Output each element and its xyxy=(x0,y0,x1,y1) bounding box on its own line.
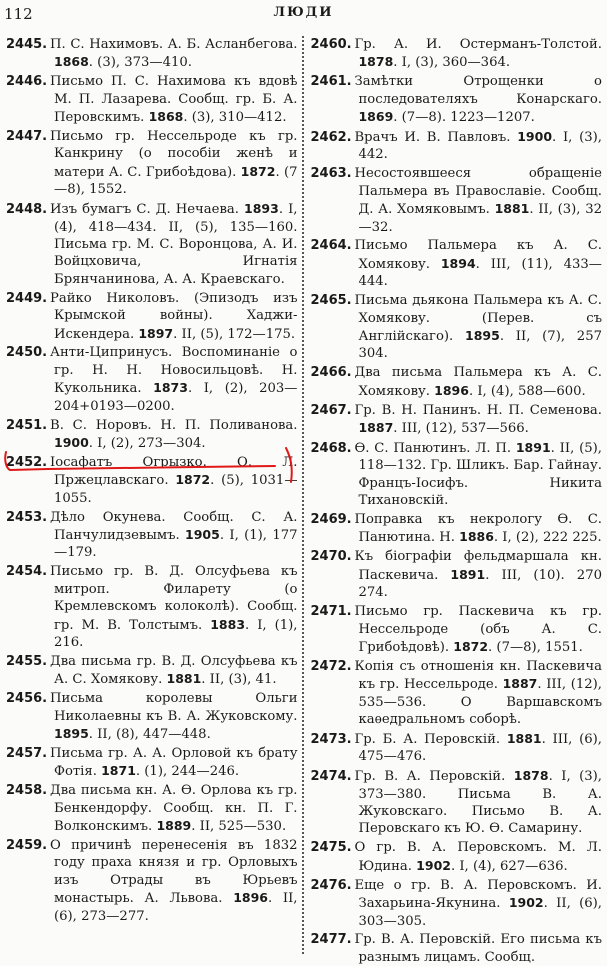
index-entry xyxy=(6,200,298,288)
entry-number: 2462. xyxy=(310,130,352,146)
entry-text: . I, (3), 373—380. Письма В. А. Жуковскаго. Письмо В. А. Перовскаго къ Ю. Ѳ. Самарину. xyxy=(358,769,602,837)
entry-text: Поправка къ некрологу Ѳ. С. Панютина. Н. xyxy=(354,512,602,546)
index-entry xyxy=(310,73,602,126)
entry-text: Письмо П. С. Нахимова къ вдовѣ М. П. Лазарева. Сообщ. гр. Б. А. Перовскимъ. xyxy=(50,74,298,126)
entry-text: . III, (12), 537—566. xyxy=(393,421,529,437)
index-entry xyxy=(310,658,602,729)
index-entry xyxy=(6,128,298,199)
index-entry xyxy=(6,36,298,72)
entry-text: О гр. В. А. Перовскомъ. М. Л. Юдина. xyxy=(354,840,602,874)
entry-text: Письма дьякона Пальмера къ А. С. Хомякову. (Перев. съ Англійскаго). xyxy=(354,293,602,344)
index-entry xyxy=(310,237,602,290)
entry-text: Гр. В. А. Перовскій. Его письма къ разнымъ лицамъ. Сообщ. xyxy=(354,932,602,965)
entry-year: 1871 xyxy=(101,763,136,779)
entry-text: Врачъ И. В. Павловъ. xyxy=(354,130,518,146)
index-entry xyxy=(310,36,602,72)
entry-year: 1905 xyxy=(185,526,220,542)
entry-number: 2459. xyxy=(6,837,48,853)
entry-text: О причинѣ перенесенія въ 1832 году праха князя и гр. Орловыхъ изъ Отрады въ Юрьевъ монастырь. А. Львова. xyxy=(50,837,298,907)
index-entry xyxy=(6,417,298,453)
entry-text: Два письма Пальмера къ А. С. Хомякову. xyxy=(354,365,602,399)
entry-year: 1902 xyxy=(508,895,544,911)
entry-text: Гр. А. И. Остерманъ-Толстой. xyxy=(354,37,602,52)
index-entry xyxy=(6,745,298,781)
entry-year: 1887 xyxy=(502,676,538,692)
index-entry xyxy=(310,128,602,164)
entry-number: 2457. xyxy=(6,745,48,761)
entry-year: 1881 xyxy=(506,730,542,746)
entry-number: 2446. xyxy=(6,74,48,90)
index-entry xyxy=(310,165,602,236)
entry-text: . II, 525—530. xyxy=(191,818,287,834)
entry-text: . I, (1), 216. xyxy=(54,617,298,650)
entry-year: 1896 xyxy=(233,890,268,906)
entry-text: . (1), 244—246. xyxy=(135,764,240,780)
entry-text: Гр. В. Н. Панинъ. Н. П. Семенова. xyxy=(354,402,602,418)
entry-text: В. С. Норовъ. Н. П. Поливанова. xyxy=(50,417,298,433)
entry-year: 1900 xyxy=(517,129,553,145)
entry-number: 2453. xyxy=(6,509,48,525)
entry-number: 2454. xyxy=(6,564,48,580)
entry-text: . I, (3), 442. xyxy=(358,130,602,163)
entry-text: . (7—8), 1551. xyxy=(488,639,583,655)
entry-text: Письма королевы Ольги Николаевны къ В. А. Жуковскому. xyxy=(50,691,298,724)
entry-text: . II, (6), 273—277. xyxy=(54,891,298,924)
entry-year: 1886 xyxy=(459,529,494,545)
entry-text: . I, (4), 588—600. xyxy=(468,383,586,399)
entry-year: 1872 xyxy=(240,163,276,179)
entry-text: . (3), 310—412. xyxy=(183,110,287,126)
entry-year: 1894 xyxy=(440,255,476,271)
entry-number: 2449. xyxy=(6,290,48,306)
index-entry xyxy=(6,782,298,835)
entry-year: 1881 xyxy=(166,671,202,687)
entry-text: Райко Николовъ. (Эпизодъ изъ Крымской войны). Хаджи-Искендера. xyxy=(50,290,298,342)
index-entry xyxy=(310,767,602,838)
index-entry xyxy=(6,563,298,651)
entry-year: 1873 xyxy=(153,380,188,396)
entry-text: Гр. Б. А. Перовскій. xyxy=(354,731,507,747)
entry-text: Ѳ. С. Панютинъ. Л. П. xyxy=(354,440,516,456)
entry-text: . III, (12), 535—536. О Варшавскомъ каѳедральномъ соборѣ. xyxy=(358,677,602,728)
entry-text: Изъ бумагъ С. Д. Нечаева. xyxy=(50,202,245,218)
entry-year: 1883 xyxy=(210,616,246,632)
entry-text: . I, (2), 222 225. xyxy=(493,530,602,546)
entry-text: . III, (11), 433—444. xyxy=(358,256,602,290)
entry-year: 1889 xyxy=(156,817,192,833)
entry-number: 2469. xyxy=(310,512,352,528)
entry-text: Анти-Ципринусъ. Воспоминаніе о гр. Н. Н. Новосильцовѣ. Н. Кукольника. xyxy=(50,345,298,397)
entry-year: 1891 xyxy=(515,439,551,455)
index-columns xyxy=(6,36,602,965)
entry-number: 2468. xyxy=(310,440,352,456)
entry-number: 2451. xyxy=(6,417,48,433)
entry-number: 2474. xyxy=(310,769,352,785)
entry-year: 1878 xyxy=(513,768,549,784)
entry-number: 2448. xyxy=(6,202,48,218)
entry-number: 2463. xyxy=(310,166,352,182)
entry-number: 2470. xyxy=(310,549,352,565)
entry-number: 2475. xyxy=(310,840,352,856)
entry-number: 2452. xyxy=(6,454,48,470)
entry-text: . II, (8), 447—448. xyxy=(88,726,211,742)
index-entry xyxy=(6,344,298,415)
entry-year: 1868 xyxy=(148,109,184,125)
entry-text: . I, (4), 418—434. II, (5), 135—160. Письма гр. М. С. Воронцова, А. И. Войцховича, Игнатія Брянчанинова, А. А. Краевскаго. xyxy=(54,202,298,287)
entry-number: 2467. xyxy=(310,402,352,418)
entry-number: 2455. xyxy=(6,653,48,669)
entry-year: 1872 xyxy=(175,472,211,488)
entry-text: Письма гр. А. А. Орловой къ брату Фотія. xyxy=(50,745,298,780)
index-entry xyxy=(310,364,602,400)
entry-text: . III, (10). 270 274. xyxy=(358,567,602,601)
entry-number: 2447. xyxy=(6,129,48,145)
entry-text: Письмо гр. Паскевича къ гр. Нессельроде (объ А. С. Грибоѣдовѣ). xyxy=(354,604,602,655)
index-entry xyxy=(310,603,602,656)
entry-text: . (5), 1031—1055. xyxy=(54,473,298,506)
entry-text: . III, (6), 475—476. xyxy=(358,731,602,765)
entry-year: 1878 xyxy=(358,54,394,70)
page-number: 112 xyxy=(4,5,33,23)
entry-text: П. С. Нахимовъ. А. Б. Асланбегова. xyxy=(50,37,298,52)
entry-number: 2472. xyxy=(310,658,352,674)
entry-text: . (3), 373—410. xyxy=(88,55,192,71)
page-header xyxy=(4,3,603,27)
entry-text: Два письма гр. В. Д. Олсуфьева къ А. С. Хомякову. xyxy=(50,653,298,688)
running-title: ЛЮДИ xyxy=(273,5,334,20)
entry-number: 2464. xyxy=(310,238,352,254)
entry-number: 2466. xyxy=(310,365,352,381)
index-entry xyxy=(6,509,298,562)
entry-text: Письмо Пальмера къ А. С. Хомякову. xyxy=(354,238,602,272)
index-entry xyxy=(310,931,602,966)
entry-number: 2461. xyxy=(310,74,352,90)
entry-number: 2477. xyxy=(310,932,352,948)
entry-text: Гр. В. А. Перовскій. xyxy=(354,769,514,785)
entry-year: 1872 xyxy=(453,638,489,654)
entry-number: 2456. xyxy=(6,691,48,707)
index-entry xyxy=(310,877,602,930)
entry-year: 1893 xyxy=(244,201,279,217)
entry-text: Къ біографіи фельдмаршала кн. Паскевича. xyxy=(354,549,602,583)
entry-number: 2450. xyxy=(6,345,48,361)
entry-year: 1900 xyxy=(54,434,89,450)
index-entry xyxy=(310,439,602,510)
index-entry-marked xyxy=(6,454,298,507)
index-entry xyxy=(6,690,298,743)
entry-text: . I, (4), 627—636. xyxy=(450,858,568,874)
entry-text: . II, (7), 257 304. xyxy=(358,329,602,362)
entry-number: 2458. xyxy=(6,783,48,799)
entry-number: 2445. xyxy=(6,37,48,52)
index-entry xyxy=(310,839,602,875)
entry-year: 1895 xyxy=(465,328,500,343)
entry-year: 1887 xyxy=(358,420,394,436)
entry-text: Дѣло Окунева. Сообщ. С. А. Панчулидзевымъ. xyxy=(50,509,298,543)
entry-text: . I, (2), 273—304. xyxy=(88,435,206,451)
entry-number: 2471. xyxy=(310,604,352,620)
left-column xyxy=(6,36,302,954)
index-entry xyxy=(6,837,298,925)
entry-text: . II, (3), 41. xyxy=(201,672,277,688)
index-entry xyxy=(6,73,298,126)
index-entry xyxy=(310,292,602,363)
entry-year: 1881 xyxy=(494,201,530,217)
index-entry xyxy=(6,290,298,343)
entry-text: . (7—8). 1223—1207. xyxy=(393,110,535,126)
entry-text: . II, (3), 32—32. xyxy=(358,202,602,235)
entry-text: Замѣтки Отрощенки о последователяхъ Конарскаго. xyxy=(354,74,602,107)
index-entry xyxy=(310,730,602,766)
entry-text: . I, (1), 177—179. xyxy=(54,527,298,561)
entry-text: Два письма кн. А. Ѳ. Орлова къ гр. Бенкендорфу. Сообщ. кн. П. Г. Волконскимъ. xyxy=(50,783,298,834)
entry-text: . II, (5), 172—175. xyxy=(173,326,296,342)
entry-text: Іосафатъ Огрызко. О. Л. Пржецлавскаго. xyxy=(50,454,298,489)
entry-number: 2473. xyxy=(310,731,352,747)
entry-year: 1868 xyxy=(54,54,89,70)
index-entry xyxy=(6,653,298,689)
index-entry xyxy=(310,402,602,438)
entry-text: Письмо гр. Нессельроде къ гр. Канкрину (о пособіи женѣ и матери А. С. Грибоѣдова). xyxy=(50,129,298,180)
entry-text: . I, (2), 203—204+0193—0200. xyxy=(54,381,298,414)
entry-number: 2476. xyxy=(310,877,352,893)
entry-year: 1897 xyxy=(138,325,174,341)
entry-text: . II, (5), 118—132. Гр. Шликъ. Бар. Гайнау. Францъ-Іосифъ. Никита Тихановскій. xyxy=(358,440,602,509)
entry-text: Копія съ отношенія кн. Паскевича къ гр. Нессельроде. xyxy=(354,658,602,693)
entry-year: 1891 xyxy=(450,566,486,582)
entry-year: 1896 xyxy=(434,382,469,398)
entry-year: 1869 xyxy=(358,109,394,125)
entry-text: Еще о гр. В. А. Перовскомъ. И. Захарьина-Якунина. xyxy=(354,877,602,912)
index-entry xyxy=(310,511,602,547)
entry-text: . I, (3), 360—364. xyxy=(393,55,511,71)
index-entry xyxy=(310,548,602,601)
entry-number: 2465. xyxy=(310,293,352,309)
right-column xyxy=(304,36,602,965)
entry-text: Несостоявшееся обращеніе Пальмера въ Православіе. Сообщ. Д. А. Хомяковымъ. xyxy=(354,166,602,218)
entry-text: . (7—8), 1552. xyxy=(54,164,298,198)
entry-number: 2460. xyxy=(310,37,352,52)
entry-text: Письмо гр. В. Д. Олсуфьева къ митроп. Филарету (о Кремлевскомъ колоколѣ). Сообщ. гр. М. В. Толстымъ. xyxy=(50,564,298,633)
entry-year: 1902 xyxy=(416,857,451,873)
entry-text: . II, (6), 303—305. xyxy=(358,896,602,929)
entry-year: 1895 xyxy=(54,725,89,741)
